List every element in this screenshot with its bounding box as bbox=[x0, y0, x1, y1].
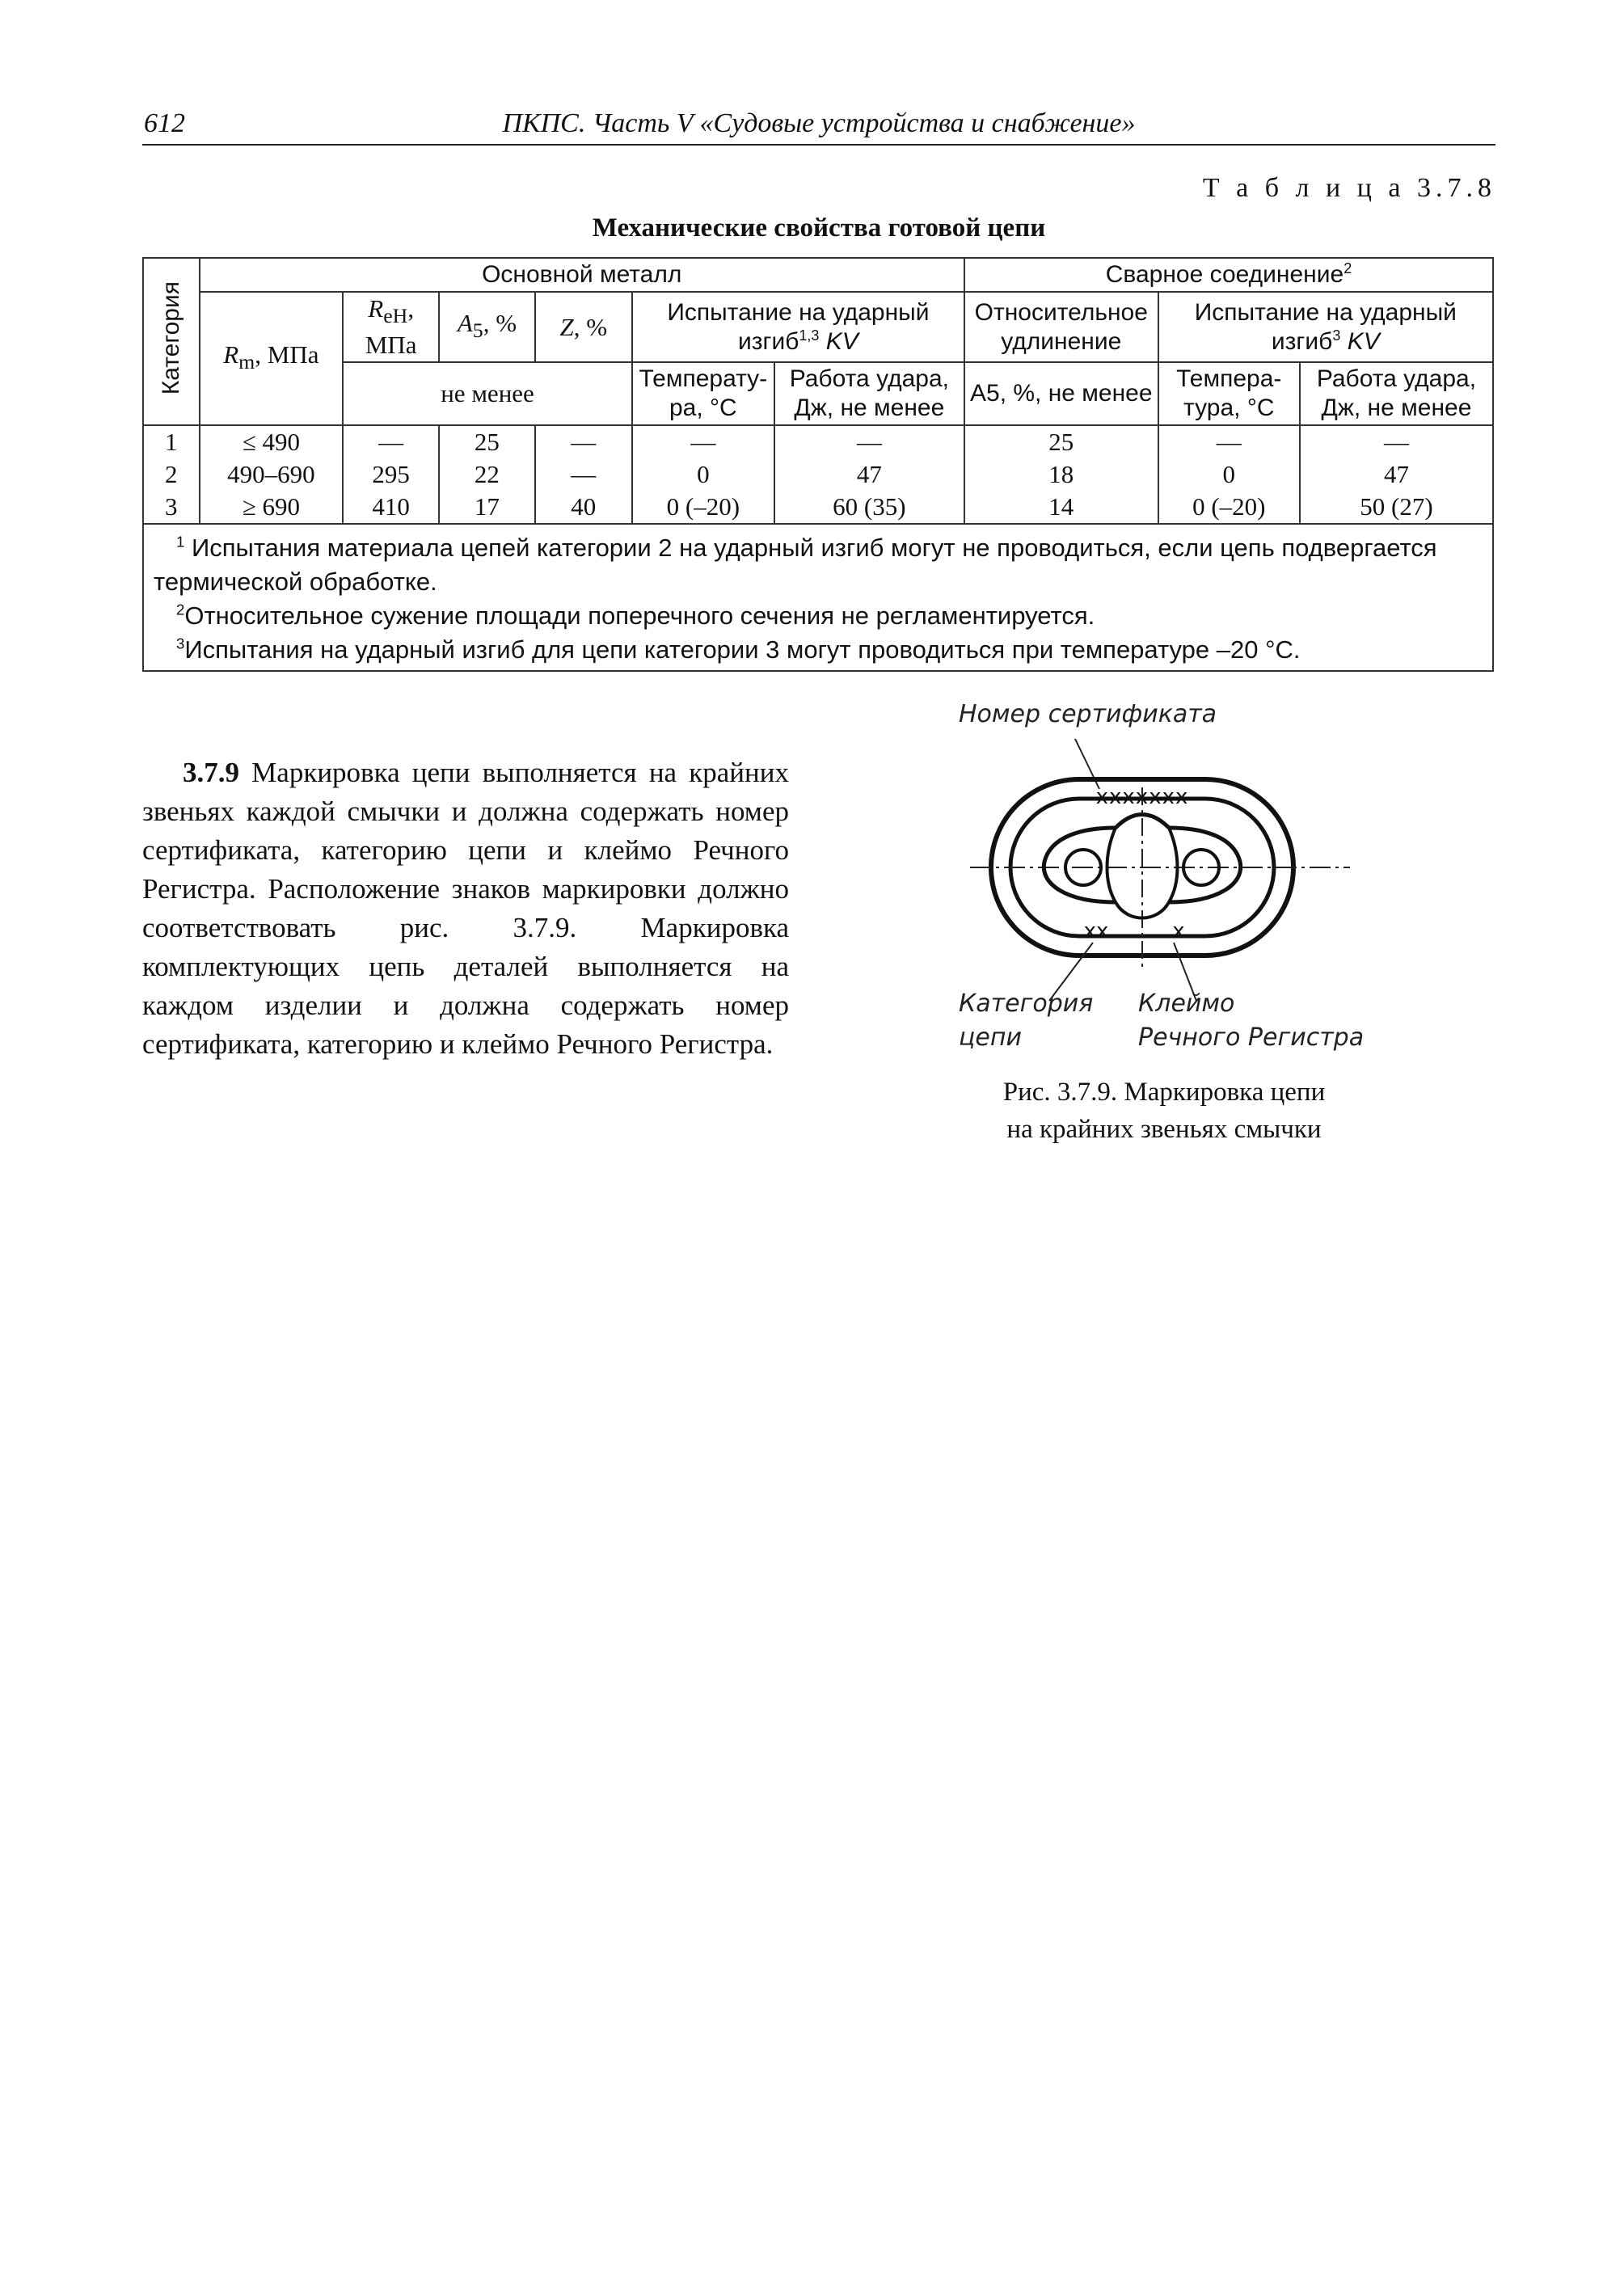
header-work-base: Работа удара, Дж, не менее bbox=[774, 362, 964, 425]
table-label: Т а б л и ц а 3.7.8 bbox=[1202, 173, 1496, 203]
table-row: 3 ≥ 690 410 17 40 0 (–20) 60 (35) 14 0 (–20) 50 (27) bbox=[143, 491, 1493, 524]
footnote-2: $^2$Относительное сужение площади поперечного сечения не регламентируется. bbox=[176, 601, 1095, 631]
figure-caption bbox=[922, 1074, 1407, 1148]
marks-stamp: x bbox=[1172, 919, 1185, 943]
header-rm: $R_m$, МПа bbox=[200, 292, 344, 425]
page-number: 612 bbox=[144, 108, 185, 138]
header-impact-base: Испытание на ударный изгиб$^{1,3}$ KV bbox=[632, 292, 964, 362]
header-work-weld: Работа удара, Дж, не менее bbox=[1300, 362, 1493, 425]
figure-caption-line-2: на крайних звеньях смычки bbox=[1006, 1115, 1322, 1144]
label-category-1: Категория bbox=[959, 989, 1094, 1018]
running-title: ПКПС. Часть V «Судовые устройства и снабжение» bbox=[502, 108, 1136, 138]
label-certificate-number: Номер сертификата bbox=[959, 700, 1217, 728]
chain-link-drawing bbox=[954, 700, 1374, 1023]
table-title: Механические свойства готовой цепи bbox=[592, 213, 1046, 243]
header-rel-elongation: Относительное удлинение bbox=[964, 292, 1158, 362]
marks-certificate: xxxxxxx bbox=[1095, 785, 1189, 809]
adjacent-link-left bbox=[1044, 828, 1116, 902]
header-impact-weld: Испытание на ударный изгиб$^3$ KV bbox=[1158, 292, 1493, 362]
header-a5-weld: А5, %, не менее bbox=[964, 362, 1158, 425]
table-row: 1 ≤ 490 — 25 — — — 25 — — bbox=[143, 425, 1493, 458]
header-temp-weld: Темпера-тура, °С bbox=[1158, 362, 1300, 425]
header-not-less: не менее bbox=[343, 362, 632, 425]
label-stamp-2: Речного Регистра bbox=[1138, 1023, 1365, 1052]
mechanical-properties-table bbox=[142, 257, 1494, 672]
paragraph-3-7-9 bbox=[142, 753, 789, 1064]
adjacent-link-right bbox=[1169, 828, 1241, 902]
chain-marking-figure bbox=[954, 700, 1374, 1088]
header-base-metal: Основной металл bbox=[200, 258, 964, 292]
paragraph-text: Маркировка цепи выполняется на крайних звеньях каждой смычки и должна содержать номер сертификата, категорию цепи и клеймо Речного Регистра. Расположение знаков маркировки должно соответствовать рис. 3.7.9. Маркировка комплектующих цепь деталей выполняется на каждом изделии и должна содержать номер сертификата, категорию и клеймо Речного Регистра. bbox=[142, 757, 789, 1060]
page-header bbox=[142, 105, 1495, 146]
header-z: Z, % bbox=[535, 292, 632, 362]
table-notes bbox=[143, 524, 1493, 671]
marks-category: xx bbox=[1083, 919, 1109, 943]
header-category: Категория bbox=[143, 258, 200, 425]
header-reh: $R_{eH}$, МПа bbox=[343, 292, 439, 362]
figure-caption-line-1: Рис. 3.7.9. Маркировка цепи bbox=[1002, 1078, 1326, 1107]
label-category-2: цепи bbox=[959, 1023, 1022, 1052]
footnote-1: $^1$ Испытания материала цепей категории 2 на ударный изгиб могут не проводиться, если цепь подвергается термической обработке. bbox=[154, 533, 1437, 597]
header-a5: $A_5$, % bbox=[439, 292, 534, 362]
paragraph-number: 3.7.9 bbox=[183, 757, 239, 788]
footnote-3: $^3$Испытания на ударный изгиб для цепи категории 3 могут проводиться при температуре –20 °С. bbox=[176, 635, 1301, 665]
header-temp-base: Температу-ра, °С bbox=[632, 362, 774, 425]
label-stamp-1: Клеймо bbox=[1138, 989, 1235, 1018]
header-weld: Сварное соединение$^2$ bbox=[964, 258, 1493, 292]
table-row: 2 490–690 295 22 — 0 47 18 0 47 bbox=[143, 458, 1493, 491]
